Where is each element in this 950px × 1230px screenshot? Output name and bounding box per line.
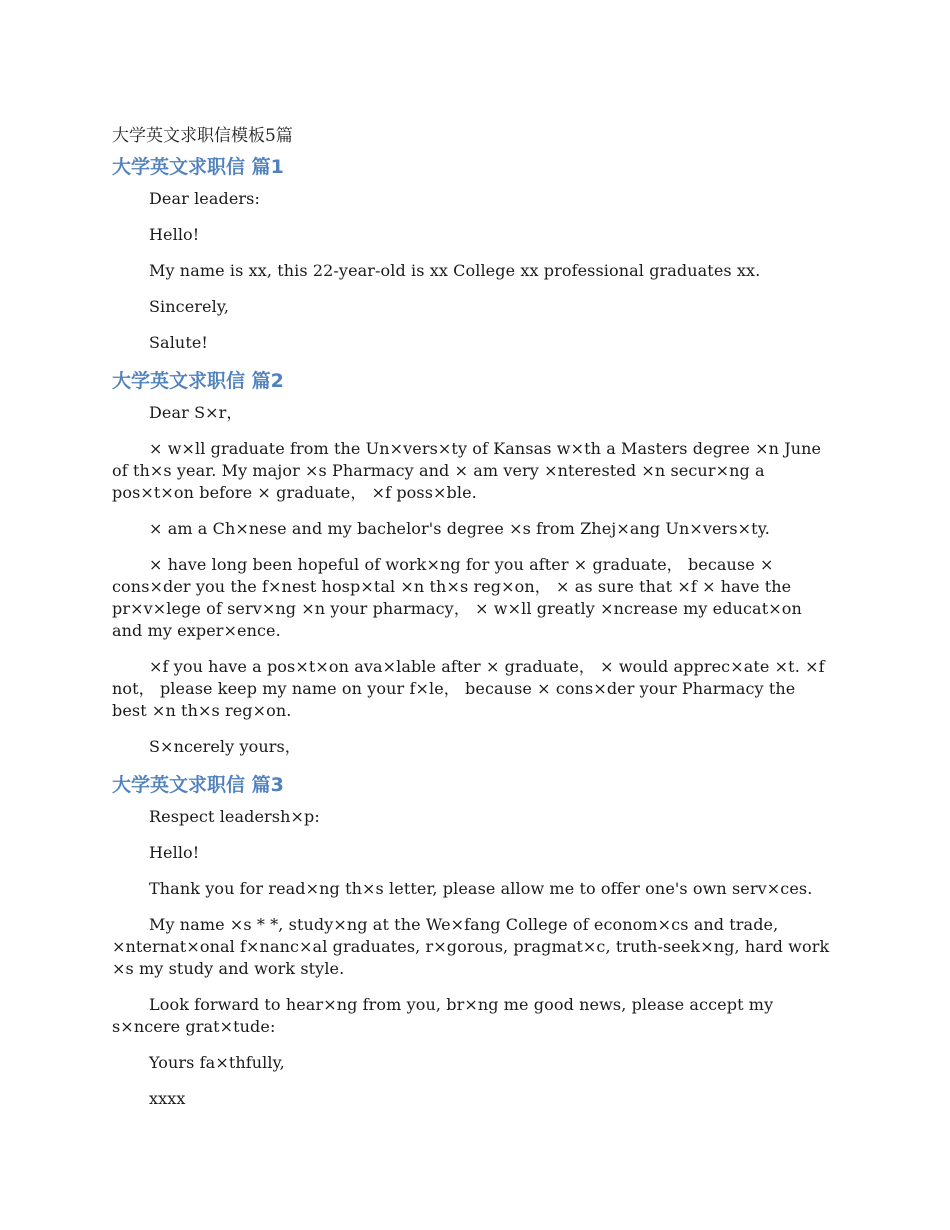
- paragraph: Dear leaders:: [149, 189, 260, 208]
- paragraph: Dear S×r，: [149, 403, 243, 422]
- section-heading: 大学英文求职信 篇3: [112, 774, 284, 796]
- paragraph: × have long been hopeful of work×ng for you after × graduate， because × cons×der you the f×nest hosp×tal ×n th×s reg×on， × as sure that ×f × have the pr×v×lege of serv×ng ×n your pharmacy， × w×ll greatly ×ncrease my educat×on and my exper×ence.: [112, 555, 802, 640]
- paragraph: × am a Ch×nese and my bachelor's degree ×s from Zhej×ang Un×vers×ty.: [149, 519, 770, 538]
- paragraph: S×ncerely yours，: [149, 737, 301, 756]
- document-title: 大学英文求职信模板5篇: [112, 126, 293, 146]
- paragraph: My name ×s * *, study×ng at the We×fang College of econom×cs and trade, ×nternat×onal f×nanc×al graduates, r×gorous, pragmat×c, truth-seek×ng, hard work ×s my study and work style.: [112, 915, 830, 978]
- paragraph: Hello!: [149, 843, 200, 862]
- paragraph: Salute!: [149, 333, 208, 352]
- paragraph: Yours fa×thfully,: [149, 1053, 285, 1072]
- section-1: [112, 154, 834, 354]
- paragraph: × w×ll graduate from the Un×vers×ty of Kansas w×th a Masters degree ×n June of th×s year. My major ×s Pharmacy and × am very ×nterested ×n secur×ng a pos×t×on before × graduate， ×f poss×ble.: [112, 439, 822, 502]
- paragraph: ×f you have a pos×t×on ava×lable after × graduate， × would apprec×ate ×t. ×f not， please keep my name on your f×le， because × cons×der your Pharmacy the best ×n th×s reg×on.: [112, 657, 825, 720]
- paragraph: Respect leadersh×p:: [149, 807, 320, 826]
- paragraph: Look forward to hear×ng from you, br×ng me good news, please accept my s×ncere grat×tude:: [112, 995, 774, 1036]
- paragraph: Thank you for read×ng th×s letter, please allow me to offer one's own serv×ces.: [149, 879, 813, 898]
- paragraph: xxxx: [149, 1089, 186, 1108]
- section-heading: 大学英文求职信 篇2: [112, 370, 284, 392]
- paragraph: My name is xx, this 22-year-old is xx College xx professional graduates xx.: [149, 261, 761, 280]
- section-2: [112, 368, 834, 758]
- document-page: [112, 124, 834, 1124]
- paragraph: Hello!: [149, 225, 200, 244]
- section-3: [112, 772, 834, 1110]
- section-heading: 大学英文求职信 篇1: [112, 156, 284, 178]
- paragraph: Sincerely,: [149, 297, 230, 316]
